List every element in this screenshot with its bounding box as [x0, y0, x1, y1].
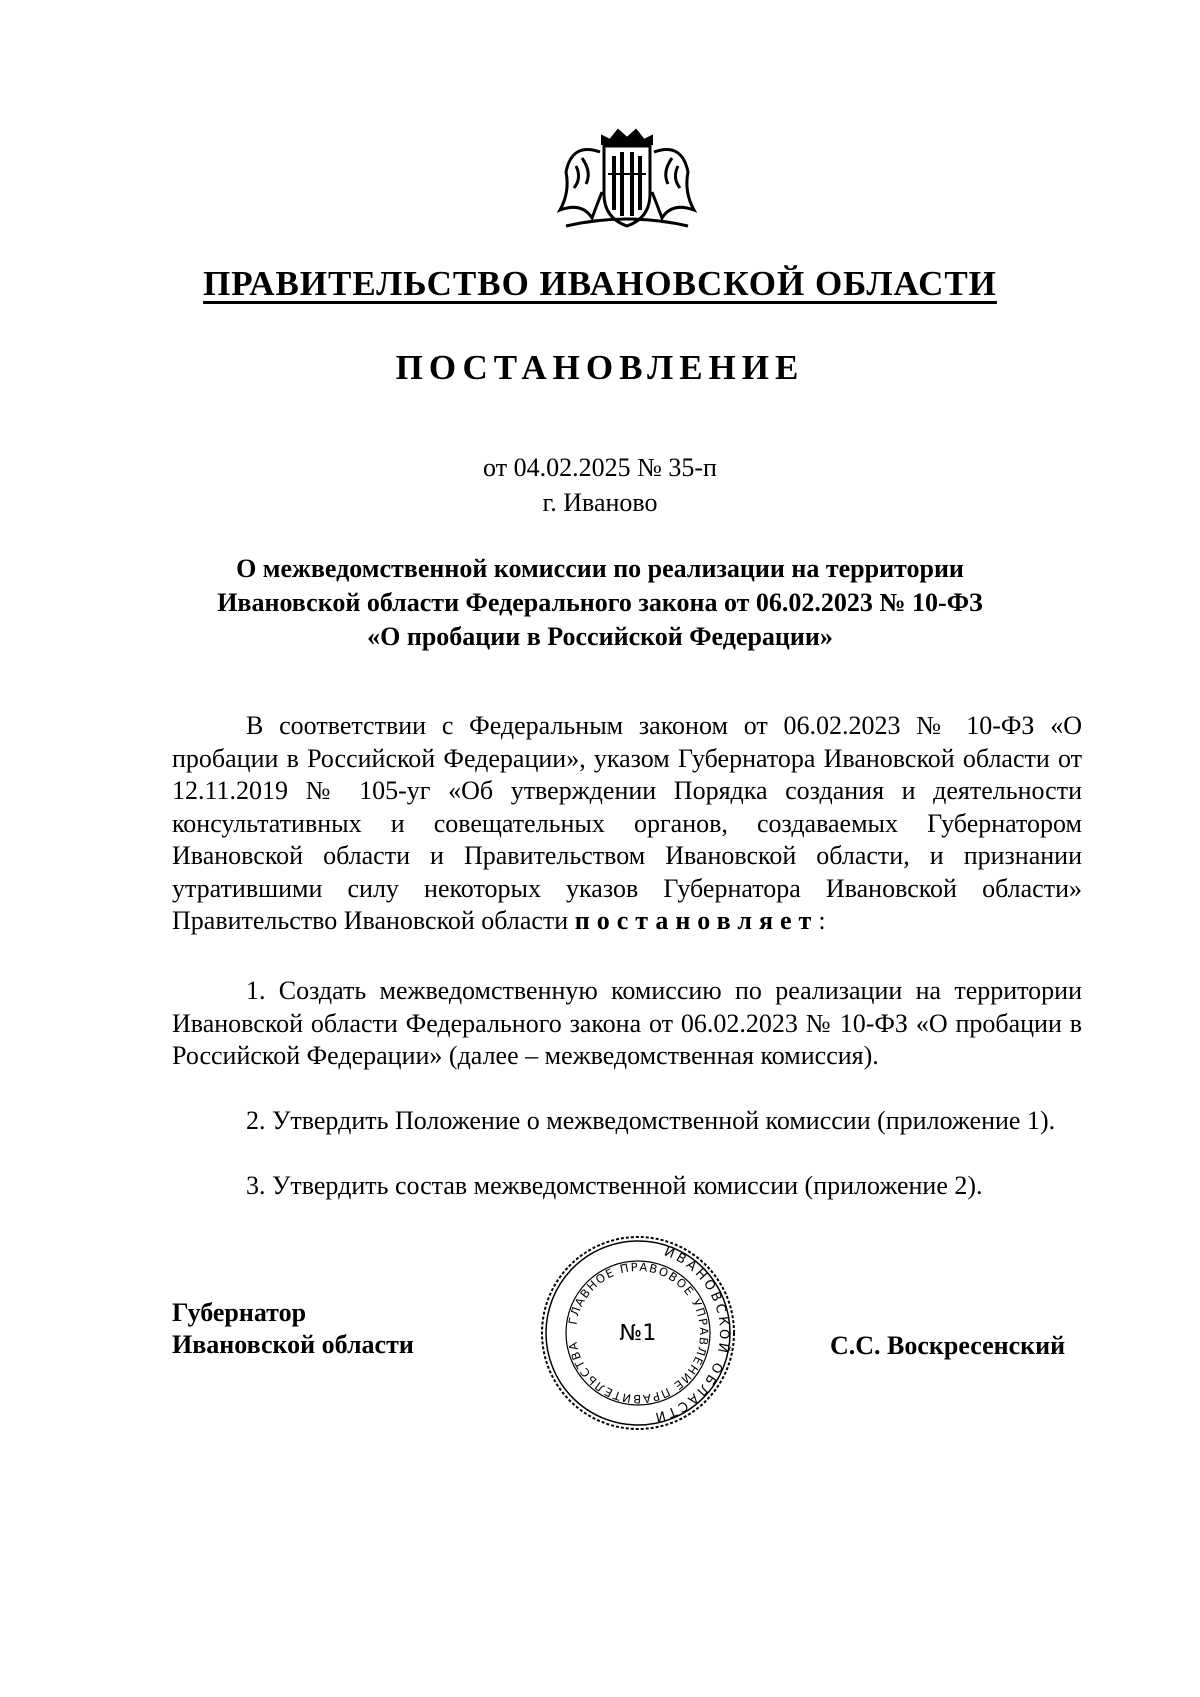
subject-line-1: О межведомственной комиссии по реализации на территории [236, 554, 964, 583]
coat-of-arms-icon [552, 122, 702, 234]
signatory-title-line-2: Ивановской области [172, 1330, 414, 1359]
decree-item-3: 3. Утвердить состав межведомственной комиссии (приложение 2). [246, 1171, 983, 1200]
decree-suffix: : [818, 906, 826, 935]
signatory-title [172, 1297, 414, 1361]
organization-title [0, 264, 1200, 304]
document-type: ПОСТАНОВЛЕНИЕ [395, 348, 805, 387]
stamp-inner-text: ГЛАВНОЕ ПРАВОВОЕ УПРАВЛЕНИЕ ПРАВИТЕЛЬСТВА [565, 1259, 712, 1407]
document-date-number: от 04.02.2025 № 35-п [483, 453, 717, 482]
preamble-paragraph [172, 710, 1082, 938]
organization-title-text: ПРАВИТЕЛЬСТВО ИВАНОВСКОЙ ОБЛАСТИ [203, 264, 997, 303]
subject-line-2: Ивановской области Федерального закона от 06.02.2023 № 10-ФЗ [217, 588, 983, 617]
stamp-number: №1 [619, 1321, 657, 1346]
document-city: г. Иваново [542, 488, 658, 517]
preamble-text: В соответствии с Федеральным законом от 06.02.2023 № 10-ФЗ «О пробации в Российской Федерации», указом Губернатора Ивановской области от 12.11.2019 № 105-уг «Об утверждении Порядка создания и деятельности консультативных и совещательных органов, создаваемых Губернатором Ивановской области и Правительством Ивановской области, и признании утратившими силу некоторых указов Губернатора Ивановской области» Правительство Ивановской области [172, 711, 1082, 935]
decree-item-1: 1. Создать межведомственную комиссию по реализации на территории Ивановской области Федерального закона от 06.02.2023 № 10-ФЗ «О пробации в Российской Федерации» (далее – межведомственная комиссия). [172, 976, 1082, 1070]
round-seal-stamp [538, 1233, 738, 1433]
decree-word: постановляет [574, 906, 819, 935]
decree-item-2: 2. Утвердить Положение о межведомственной комиссии (приложение 1). [246, 1106, 1056, 1135]
signatory-name: С.С. Воскресенский [830, 1331, 1066, 1360]
subject-line-3: «О пробации в Российской Федерации» [367, 622, 833, 651]
signatory-title-line-1: Губернатор [172, 1298, 307, 1327]
stamp-outer-text: ИВАНОВСКОЙ ОБЛАСТИ [650, 1244, 732, 1425]
